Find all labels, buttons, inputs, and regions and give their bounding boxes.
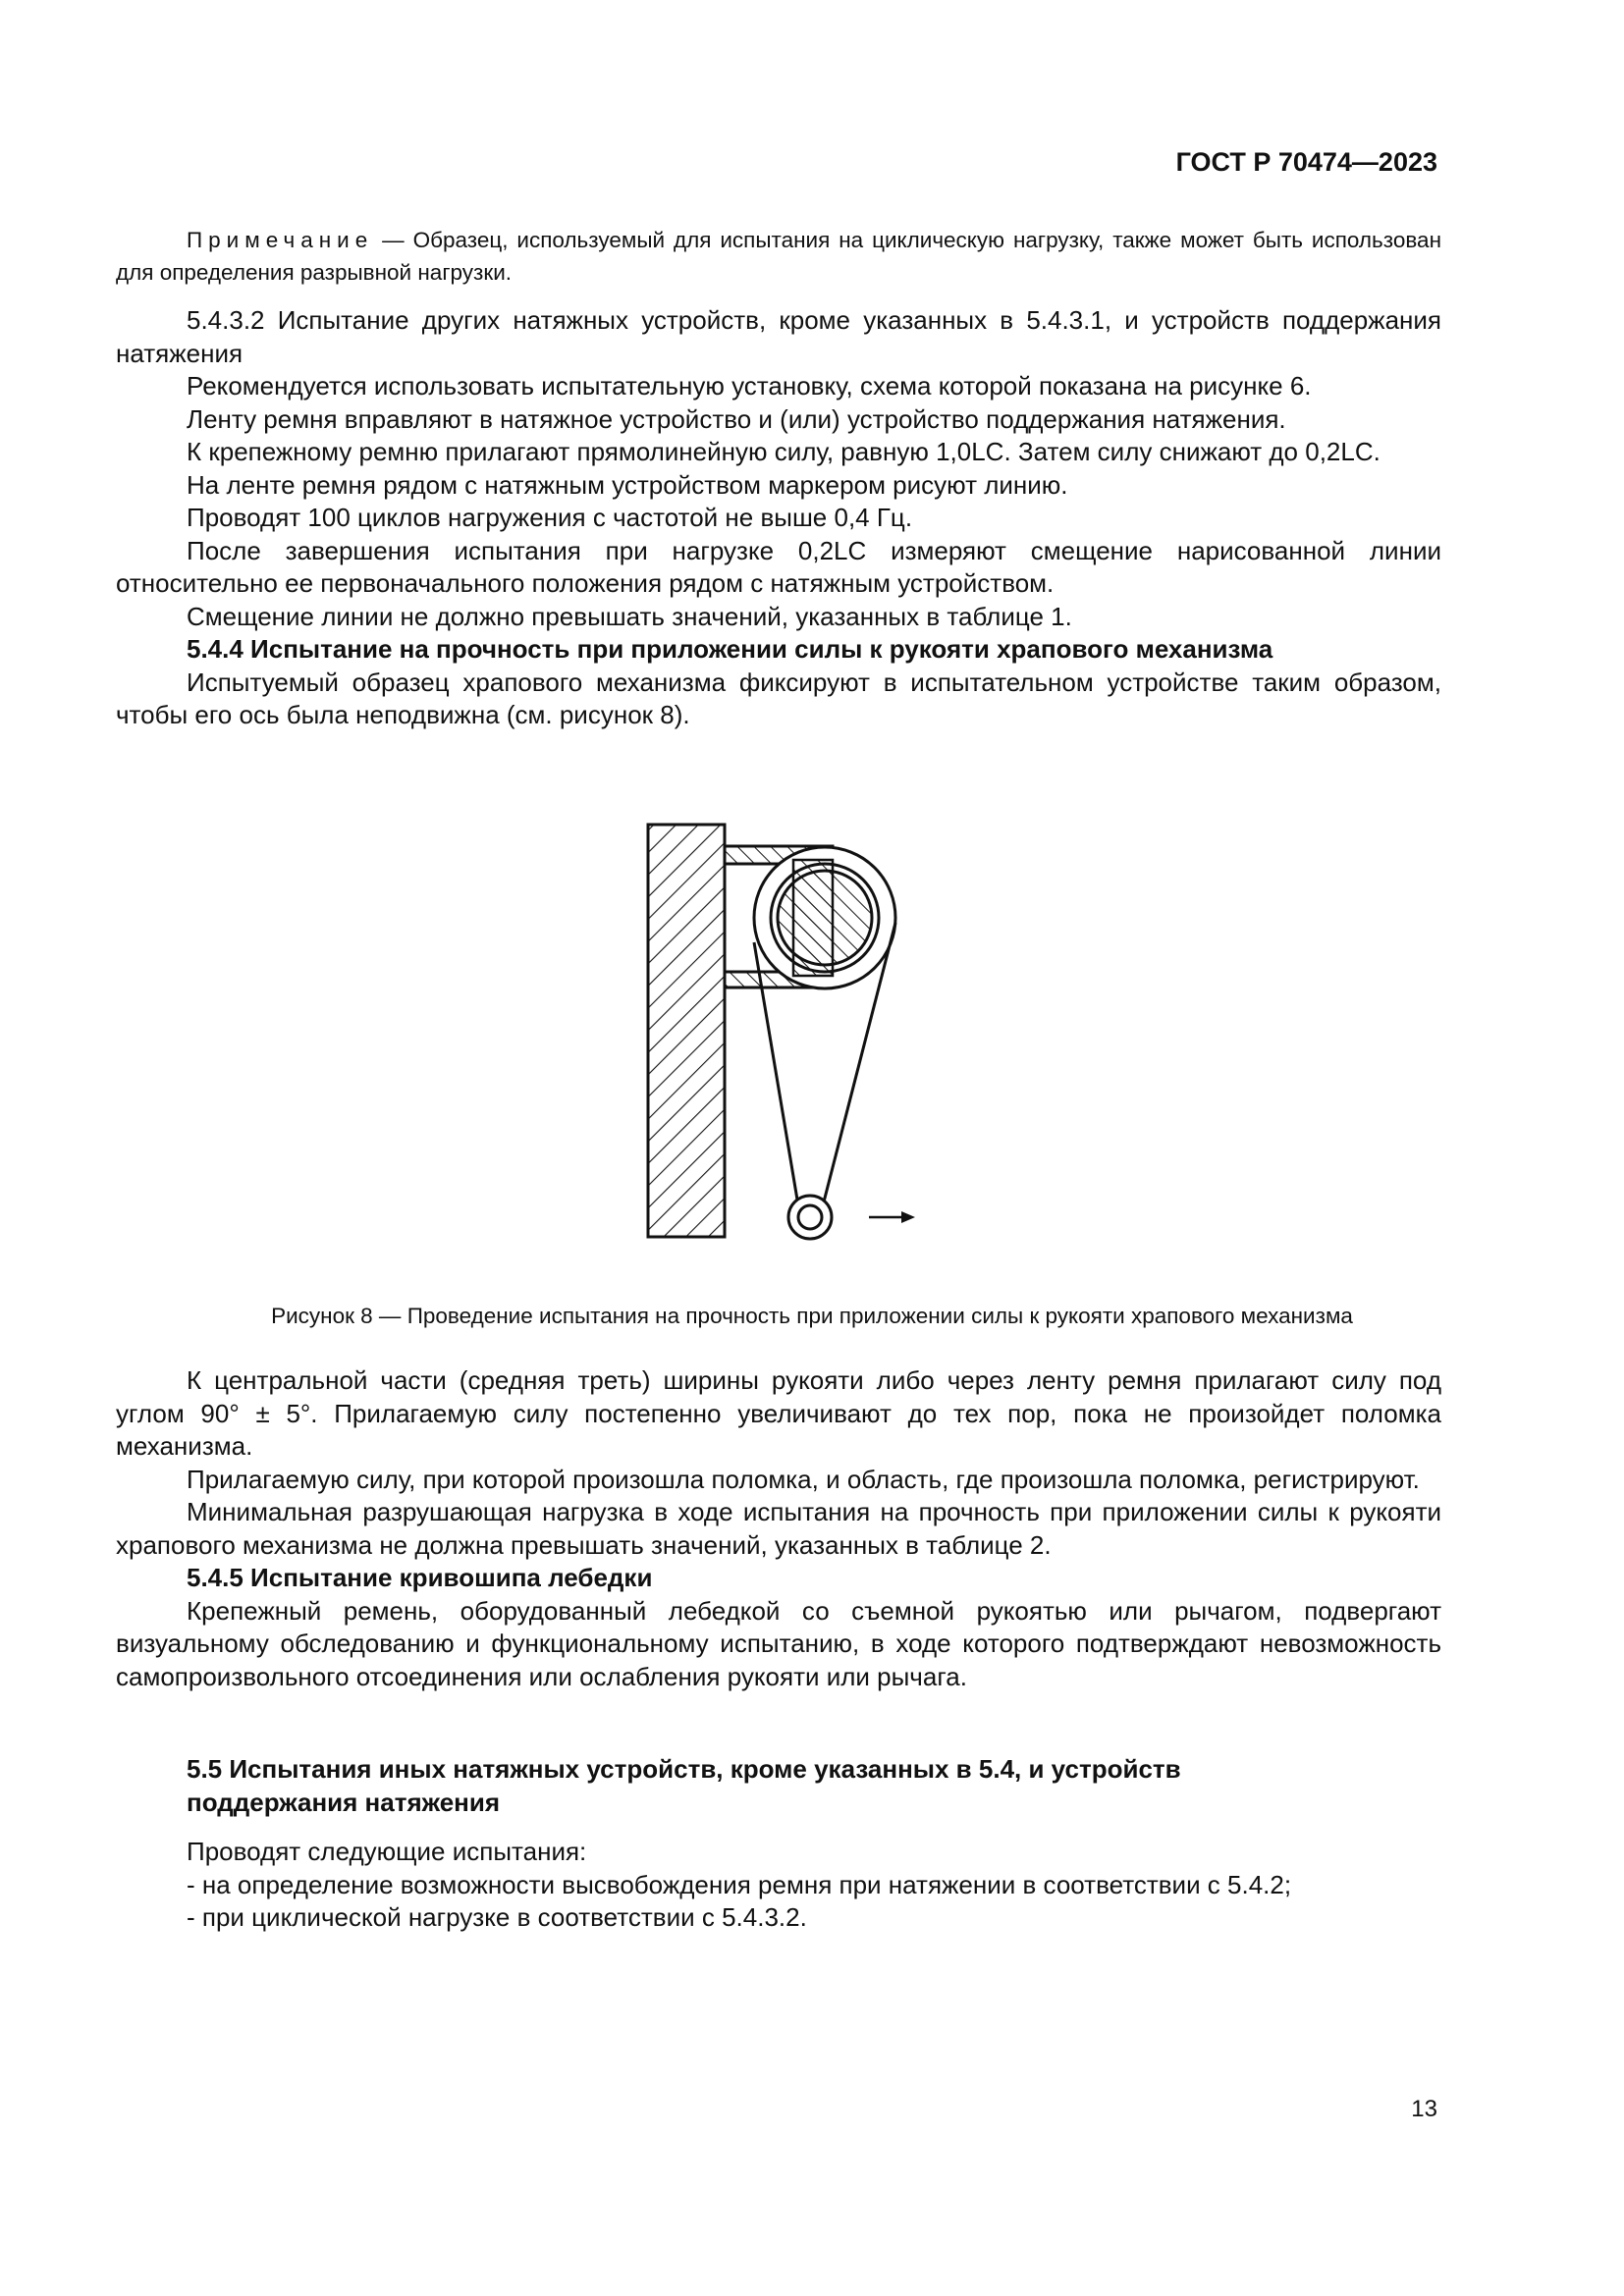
paragraph: Проводят 100 циклов нагружения с частотой не выше 0,4 Гц. [187,503,913,532]
paragraph: После завершения испытания при нагрузке 0,2LC измеряют смещение нарисованной линии относительно ее первоначального положения рядом с натяжным устройством. [116,535,1441,598]
figure-8-caption: Рисунок 8 — Проведение испытания на прочность при приложении силы к рукояти храпового механизма [271,1304,1353,1328]
paragraph: Смещение линии не должно превышать значений, указанных в таблице 1. [187,601,1072,631]
heading-line: поддержания натяжения [187,1788,501,1817]
figure-8-diagram [628,805,943,1256]
paragraph: Крепежный ремень, оборудованный лебедкой со съемной рукоятью или рычагом, подвергают визуальному обследованию и функциональному испытанию, в ходе которого подтверждают невозможность самопроизвольного отсоединения или ослабления рукояти или рычага. [116,1595,1441,1691]
page-number: 13 [1411,2096,1437,2122]
list-item: - на определение возможности высвобождения ремня при натяжении в соответствии с 5.4.2; [187,1869,1292,1899]
paragraph: Прилагаемую силу, при которой произошла поломка, и область, где произошла поломка, регистрируют. [187,1464,1420,1494]
note-label: Примечание [187,228,374,252]
section-heading-5-4-4: 5.4.4 Испытание на прочность при приложении силы к рукояти храпового механизма [187,634,1273,664]
paragraph: 5.4.3.2 Испытание других натяжных устройств, кроме указанных в 5.4.3.1, и устройств поддержания натяжения [116,305,1441,368]
paragraph: К крепежному ремню прилагают прямолинейную силу, равную 1,0LC. Затем силу снижают до 0,2LC. [187,437,1380,466]
section-heading-5-5 [187,1752,1181,1819]
paragraph: Минимальная разрушающая нагрузка в ходе испытания на прочность при приложении силы к рукояти храпового механизма не должна превышать значений, указанных в таблице 2. [116,1497,1441,1560]
note-text: — Образец, используемый для испытания на циклическую нагрузку, также может быть использован для определения разрывной нагрузки. [116,228,1441,285]
paragraph: К центральной части (средняя треть) ширины рукояти либо через ленту ремня прилагают силу под углом 90° ± 5°. Прилагаемую силу постепенно увеличивают до тех пор, пока не произойдет поломка механизма. [116,1365,1441,1461]
paragraph: Ленту ремня вправляют в натяжное устройство и (или) устройство поддержания натяжения. [187,403,1286,434]
list-item: - при циклической нагрузке в соответствии с 5.4.3.2. [187,1902,807,1932]
paragraph: Испытуемый образец храпового механизма фиксируют в испытательном устройстве таким образом, чтобы его ось была неподвижна (см. рисунок 8). [116,667,1441,729]
section-5-5-list [116,1836,1441,1935]
note-paragraph [116,224,1441,289]
paragraph: На ленте ремня рядом с натяжным устройством маркером рисуют линию. [187,469,1068,500]
heading-line: 5.5 Испытания иных натяжных устройств, кроме указанных в 5.4, и устройств [187,1754,1181,1784]
section-heading-5-4-5: 5.4.5 Испытание кривошипа лебедки [187,1563,653,1592]
paragraph: Рекомендуется использовать испытательную установку, схема которой показана на рисунке 6. [187,371,1312,400]
section-5-4-4-continued [116,1364,1441,1693]
section-5-4-3-2 [116,304,1441,732]
list-intro: Проводят следующие испытания: [187,1837,587,1866]
document-id: ГОСТ Р 70474—2023 [1175,147,1437,177]
